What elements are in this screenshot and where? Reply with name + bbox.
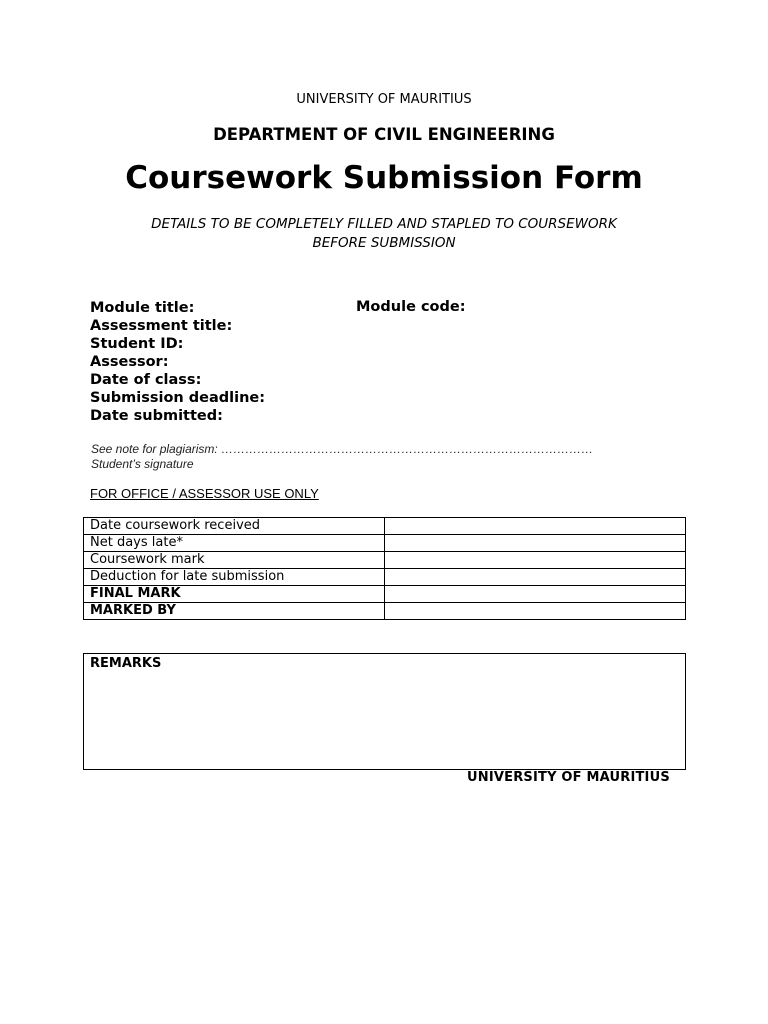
assessor-label: Assessor:: [90, 354, 169, 370]
table-row: [84, 552, 686, 569]
table-row: [84, 535, 686, 552]
table-row: [84, 569, 686, 586]
remarks-label: REMARKS: [90, 656, 162, 671]
final-mark-value[interactable]: [385, 586, 686, 603]
marked-by-label: MARKED BY: [84, 603, 385, 620]
university-footer: UNIVERSITY OF MAURITIUS: [467, 770, 670, 785]
late-deduction-label: Deduction for late submission: [84, 569, 385, 586]
late-deduction-value[interactable]: [385, 569, 686, 586]
coursework-mark-label: Coursework mark: [84, 552, 385, 569]
form-title: Coursework Submission Form: [125, 160, 643, 196]
student-id-label: Student ID:: [90, 336, 184, 352]
remarks-box[interactable]: [83, 653, 686, 770]
final-mark-label: FINAL MARK: [84, 586, 385, 603]
instruction-line-1: DETAILS TO BE COMPLETELY FILLED AND STAPLED TO COURSEWORK: [151, 216, 617, 232]
office-use-heading: FOR OFFICE / ASSESSOR USE ONLY: [90, 486, 319, 501]
date-received-value[interactable]: [385, 518, 686, 535]
office-use-table: [83, 517, 686, 620]
student-signature-label: Student’s signature: [91, 457, 194, 471]
coursework-mark-value[interactable]: [385, 552, 686, 569]
module-title-label: Module title:: [90, 300, 195, 316]
module-code-label: Module code:: [356, 299, 466, 315]
date-received-label: Date coursework received: [84, 518, 385, 535]
net-days-late-label: Net days late*: [84, 535, 385, 552]
table-row: [84, 603, 686, 620]
marked-by-value[interactable]: [385, 603, 686, 620]
submission-deadline-label: Submission deadline:: [90, 390, 266, 406]
assessment-title-label: Assessment title:: [90, 318, 233, 334]
net-days-late-value[interactable]: [385, 535, 686, 552]
plagiarism-note: See note for plagiarism: …………………………………………………………………………………: [91, 442, 594, 456]
date-of-class-label: Date of class:: [90, 372, 202, 388]
table-row: [84, 518, 686, 535]
department-heading: DEPARTMENT OF CIVIL ENGINEERING: [213, 125, 555, 144]
date-submitted-label: Date submitted:: [90, 408, 223, 424]
table-row: [84, 586, 686, 603]
instruction-line-2: BEFORE SUBMISSION: [312, 235, 456, 251]
university-header: UNIVERSITY OF MAURITIUS: [296, 92, 472, 107]
